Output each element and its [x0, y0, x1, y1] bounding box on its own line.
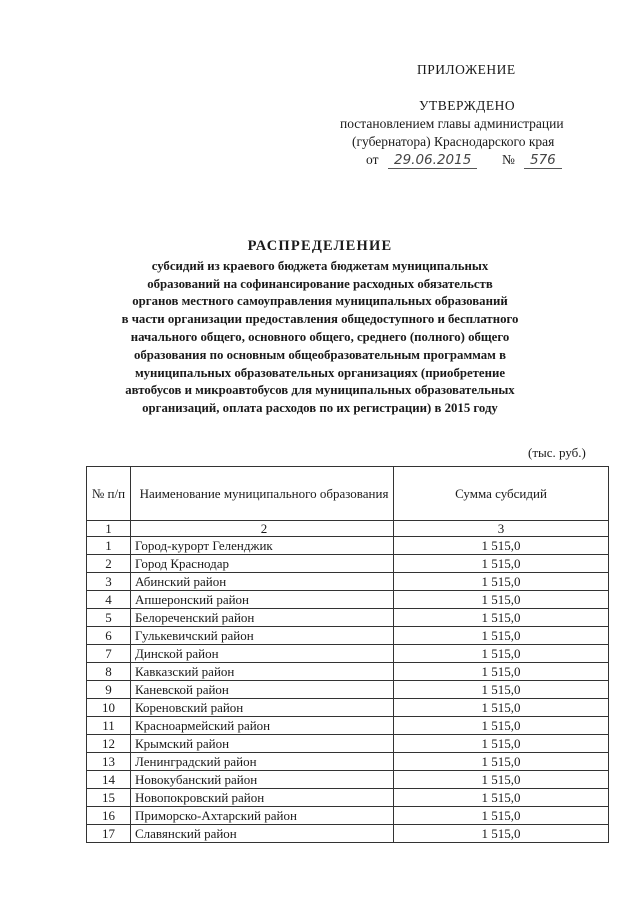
header-subsidy-amount: Сумма субсидий: [394, 467, 609, 521]
table-row: [87, 591, 609, 609]
municipality-name: Каневской район: [131, 681, 394, 699]
row-number: 7: [87, 645, 131, 663]
subsidy-amount: 1 515,0: [394, 537, 609, 555]
municipality-name: Белореченский район: [131, 609, 394, 627]
table-header-row: [87, 467, 609, 521]
table-row: [87, 573, 609, 591]
subsidy-amount: 1 515,0: [394, 825, 609, 843]
subsidy-amount: 1 515,0: [394, 609, 609, 627]
title-line: автобусов и микроавтобусов для муниципальных образовательных: [125, 383, 515, 398]
document-title-block: [70, 238, 570, 418]
column-number-3: 3: [394, 521, 609, 537]
table-row: [87, 627, 609, 645]
municipality-name: Крымский район: [131, 735, 394, 753]
municipality-name: Славянский район: [131, 825, 394, 843]
subsidy-amount: 1 515,0: [394, 735, 609, 753]
row-number: 3: [87, 573, 131, 591]
row-number: 2: [87, 555, 131, 573]
table-row: [87, 825, 609, 843]
municipality-name: Город-курорт Геленджик: [131, 537, 394, 555]
decree-date: 29.06.2015: [388, 152, 477, 169]
municipality-name: Кореновский район: [131, 699, 394, 717]
decree-line-2-text: (губернатора) Краснодарского края: [352, 134, 555, 149]
municipality-name: Абинский район: [131, 573, 394, 591]
subsidy-amount: 1 515,0: [394, 807, 609, 825]
subsidy-amount: 1 515,0: [394, 645, 609, 663]
municipality-name: Новопокровский район: [131, 789, 394, 807]
subsidy-amount: 1 515,0: [394, 663, 609, 681]
row-number: 6: [87, 627, 131, 645]
row-number: 10: [87, 699, 131, 717]
appendix-text: ПРИЛОЖЕНИЕ: [417, 62, 516, 77]
municipality-name: Ленинградский район: [131, 753, 394, 771]
municipality-name: Гулькевичский район: [131, 627, 394, 645]
document-title: РАСПРЕДЕЛЕНИЕ: [247, 238, 393, 254]
units-label: (тыс. руб.): [528, 445, 586, 460]
number-prefix: №: [502, 152, 515, 167]
title-line: в части организации предоставления общедоступного и бесплатного: [121, 312, 519, 327]
table-row: [87, 735, 609, 753]
table-row: [87, 699, 609, 717]
table-row: [87, 753, 609, 771]
decree-number: 576: [524, 152, 562, 169]
row-number: 16: [87, 807, 131, 825]
subsidy-amount: 1 515,0: [394, 717, 609, 735]
municipality-name: Динской район: [131, 645, 394, 663]
row-number: 4: [87, 591, 131, 609]
municipality-name: Приморско-Ахтарский район: [131, 807, 394, 825]
municipality-name: Новокубанский район: [131, 771, 394, 789]
table-row: [87, 609, 609, 627]
row-number: 13: [87, 753, 131, 771]
table-row: [87, 807, 609, 825]
subsidy-amount: 1 515,0: [394, 789, 609, 807]
approved-text: УТВЕРЖДЕНО: [419, 98, 516, 113]
table-row: [87, 789, 609, 807]
subsidy-amount: 1 515,0: [394, 555, 609, 573]
municipality-name: Кавказский район: [131, 663, 394, 681]
date-prefix: от: [366, 152, 379, 167]
row-number: 1: [87, 537, 131, 555]
table-row: [87, 681, 609, 699]
municipality-name: Город Краснодар: [131, 555, 394, 573]
municipality-name: Красноармейский район: [131, 717, 394, 735]
column-number-2: 2: [131, 521, 394, 537]
subsidy-amount: 1 515,0: [394, 591, 609, 609]
subsidy-amount: 1 515,0: [394, 699, 609, 717]
table-row: [87, 663, 609, 681]
column-number-1: 1: [87, 521, 131, 537]
row-number: 12: [87, 735, 131, 753]
row-number: 8: [87, 663, 131, 681]
title-line: муниципальных образовательных организациях (приобретение: [134, 365, 506, 380]
row-number: 11: [87, 717, 131, 735]
header-number: № п/п: [87, 467, 131, 521]
table-row: [87, 771, 609, 789]
subsidy-table-body: [87, 467, 609, 843]
subsidy-amount: 1 515,0: [394, 771, 609, 789]
document-subtitle: [70, 258, 570, 418]
row-number: 15: [87, 789, 131, 807]
row-number: 14: [87, 771, 131, 789]
subsidy-amount: 1 515,0: [394, 627, 609, 645]
row-number: 5: [87, 609, 131, 627]
subsidy-amount: 1 515,0: [394, 681, 609, 699]
decree-line-1-text: постановлением главы администрации: [340, 116, 564, 131]
table-row: [87, 645, 609, 663]
header-municipality: Наименование муниципального образования: [131, 467, 394, 521]
title-line: образований на софинансирование расходных обязательств: [147, 276, 493, 291]
title-line: органов местного самоуправления муниципальных образований: [132, 294, 508, 309]
table-row: [87, 537, 609, 555]
title-line: субсидий из краевого бюджета бюджетам муниципальных: [151, 258, 489, 273]
title-line: начального общего, основного общего, среднего (полного) общего: [130, 329, 510, 344]
subsidy-table: [86, 466, 609, 843]
row-number: 9: [87, 681, 131, 699]
municipality-name: Апшеронский район: [131, 591, 394, 609]
subsidy-amount: 1 515,0: [394, 573, 609, 591]
row-number: 17: [87, 825, 131, 843]
title-line: образования по основным общеобразовательным программам в: [133, 347, 507, 362]
subsidy-amount: 1 515,0: [394, 753, 609, 771]
title-line: организаций, оплата расходов по их регистрации) в 2015 году: [142, 401, 498, 416]
table-row: [87, 717, 609, 735]
table-row: [87, 555, 609, 573]
column-numbers-row: [87, 521, 609, 537]
